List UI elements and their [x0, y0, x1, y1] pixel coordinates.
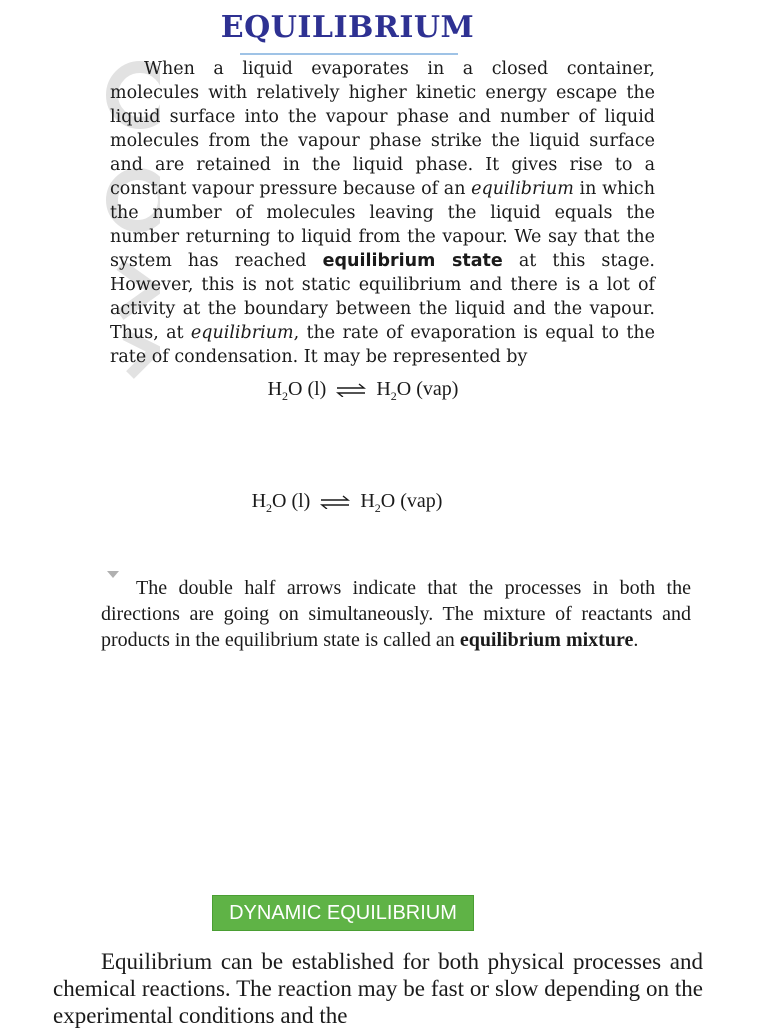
paragraph-evaporation	[110, 57, 655, 369]
emphasis-equilibrium: equilibrium	[190, 323, 294, 343]
equation-water-vapour-repeat	[0, 490, 768, 516]
paragraph-text: at this stage. However, this is not static equilibrium and there is a lot of activity at the boundary between the liquid and the vapour. Thus, at	[110, 251, 655, 343]
section-badge-dynamic-equilibrium: DYNAMIC EQUILIBRIUM	[212, 895, 474, 931]
paragraph-double-arrows	[101, 575, 691, 653]
equation-water-vapour	[0, 378, 768, 404]
eq-left-h: H	[267, 378, 283, 400]
eq-right-rest: O (vap)	[380, 490, 443, 512]
title-underline	[240, 53, 458, 55]
equilibrium-arrow-icon	[319, 495, 351, 509]
equilibrium-arrow-icon	[335, 383, 367, 397]
paragraph-text: The double half arrows indicate that the processes in both the directions are going on simultaneously. The mixture of reactants and products in the equilibrium state is called an	[101, 577, 691, 651]
paragraph-text: When a liquid evaporates in a closed container, molecules with relatively higher kinetic energy escape the liquid surface into the vapour phase and number of liquid molecules from the vapour phase strike the liquid surface and are retained in the liquid phase. It gives rise to a constant vapour pressure because of an	[110, 59, 655, 199]
paragraph-text: in which the number of molecules leaving the liquid equals the number returning to liquid from the vapour. We say that the system has reached	[110, 179, 655, 271]
eq-left-sub: 2	[282, 389, 289, 403]
eq-right-sub: 2	[390, 389, 397, 403]
term-equilibrium-state: equilibrium state	[322, 251, 503, 271]
paragraph-dynamic-equilibrium: Equilibrium can be established for both physical processes and chemical reactions. The reaction may be fast or slow depending on the experimental conditions and the	[53, 949, 703, 1028]
emphasis-equilibrium: equilibrium	[471, 179, 574, 199]
paragraph-text: .	[633, 629, 639, 651]
paragraph-text: , the rate of evaporation is equal to the rate of condensation. It may be represented by	[110, 323, 655, 367]
eq-right-h: H	[360, 490, 375, 512]
eq-left-rest: O (l)	[288, 378, 327, 400]
eq-left-sub: 2	[266, 501, 273, 515]
eq-left-rest: O (l)	[272, 490, 311, 512]
eq-right-sub: 2	[374, 501, 381, 515]
eq-left-h: H	[251, 490, 267, 512]
term-equilibrium-mixture: equilibrium mixture	[459, 629, 634, 651]
page-title: EQUILIBRIUM	[220, 10, 475, 45]
eq-right-h: H	[376, 378, 391, 400]
eq-right-rest: O (vap)	[396, 378, 459, 400]
